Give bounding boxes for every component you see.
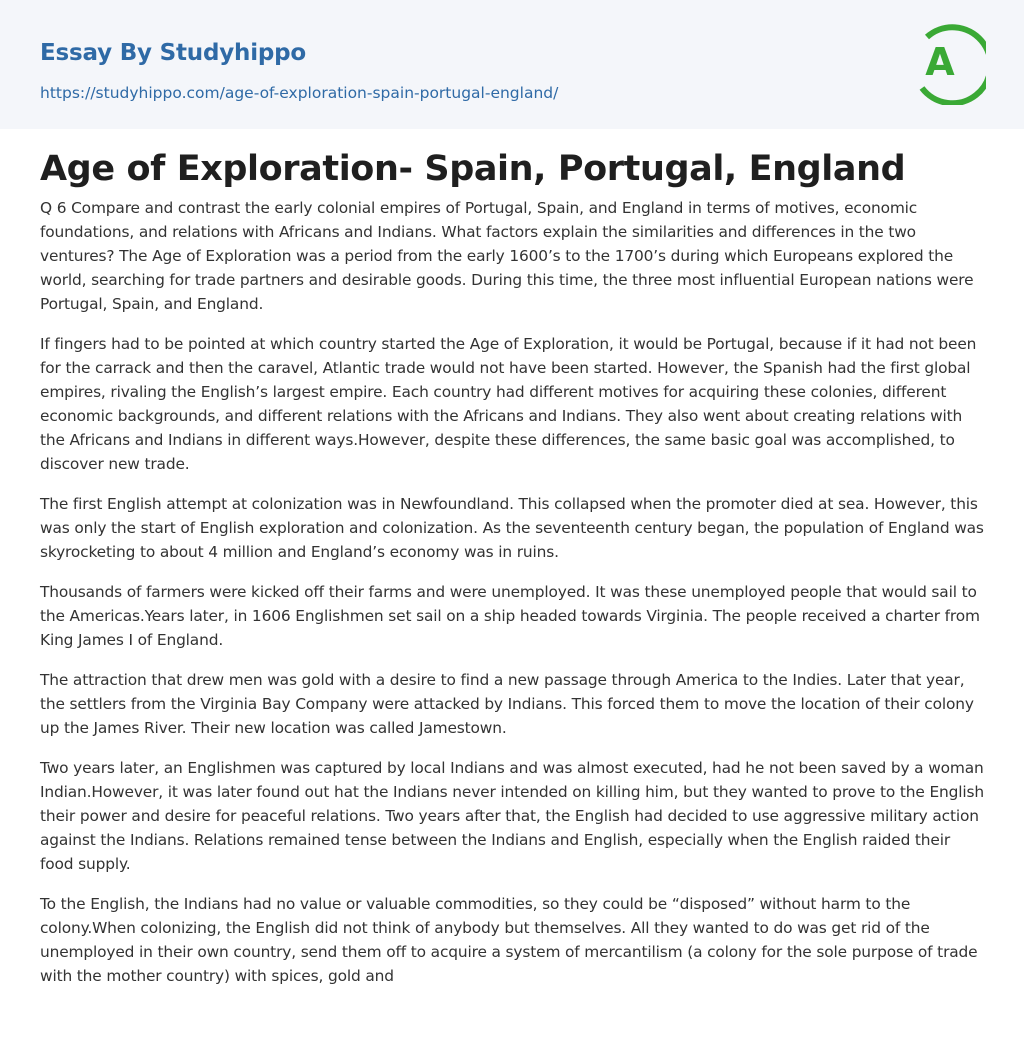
studyhippo-logo-icon[interactable] [912,19,986,105]
essay-paragraph: Thousands of farmers were kicked off their farms and were unemployed. It was these unemployed people that would sail to the Americas.Years later, in 1606 Englishmen set sail on a ship headed towards Virginia. The people received a charter from King James I of England. [40,583,980,649]
essay-paragraph: Q 6 Compare and contrast the early colonial empires of Portugal, Spain, and England in terms of motives, economic foundations, and relations with Africans and Indians. What factors explain the similarities and differences in the two ventures? The Age of Exploration was a period from the early 1600’s to the 1700’s during which Europeans explored the world, searching for trade partners and desirable goods. During this time, the three most influential European nations were Portugal, Spain, and England. [40,199,974,313]
essay-paragraph: The attraction that drew men was gold with a desire to find a new passage through America to the Indies. Later that year, the settlers from the Virginia Bay Company were attacked by Indians. This forced them to move the location of their colony up the James River. Their new location was called Jamestown. [40,671,974,737]
essay-paragraph: If fingers had to be pointed at which country started the Age of Exploration, it would be Portugal, because if it had not been for the carrack and then the caravel, Atlantic trade would not have been started. However, the Spanish had the first global empires, rivaling the English’s largest empire. Each country had different motives for acquiring these colonies, different economic backgrounds, and different relations with the Africans and Indians. They also went about creating relations with the Africans and Indians in different ways.However, despite these differences, the same basic goal was accomplished, to discover new trade. [40,335,977,473]
article [0,129,1024,988]
site-header [0,0,1024,129]
logo-letter: A [925,40,955,84]
essay-url-link[interactable]: https://studyhippo.com/age-of-exploration-spain-portugal-england/ [40,84,559,102]
essay-paragraph: The first English attempt at colonization was in Newfoundland. This collapsed when the promoter died at sea. However, this was only the start of English exploration and colonization. As the seventeenth century began, the population of England was skyrocketing to about 4 million and England’s economy was in ruins. [40,495,984,561]
essay-paragraph: Two years later, an Englishmen was captured by local Indians and was almost executed, had he not been saved by a woman Indian.However, it was later found out hat the Indians never intended on killing him, but they wanted to prove to the English their power and desire for peaceful relations. Two years after that, the English had decided to use aggressive military action against the Indians. Relations remained tense between the Indians and English, especially when the English raided their food supply. [40,759,984,873]
essay-paragraph: To the English, the Indians had no value or valuable commodities, so they could be “disposed” without harm to the colony.When colonizing, the English did not think of anybody but themselves. All they wanted to do was get rid of the unemployed in their own country, send them off to acquire a system of mercantilism (a colony for the sole purpose of trade with the mother country) with spices, gold and [40,895,978,985]
site-title[interactable]: Essay By Studyhippo [40,40,307,66]
page-title: Age of Exploration- Spain, Portugal, England [40,149,906,189]
essay-body [40,196,986,988]
